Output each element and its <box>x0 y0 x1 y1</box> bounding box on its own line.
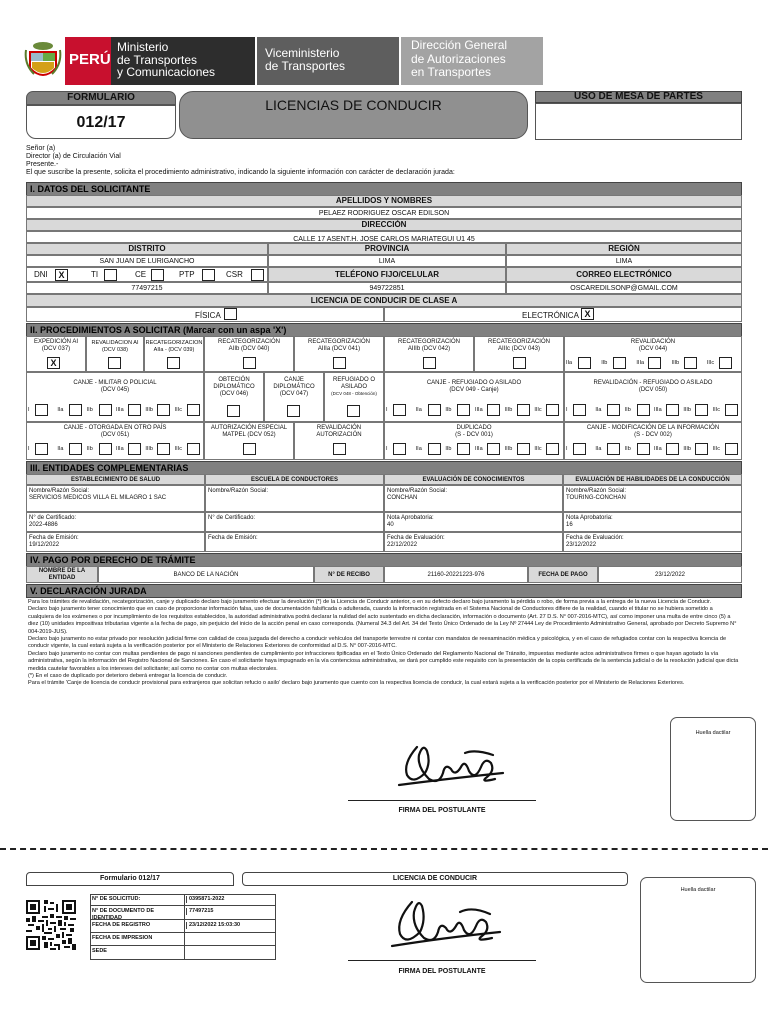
escuela-cert-label: N° de Certificado: <box>208 515 256 521</box>
proc-obtencion-label-2: DIPLOMÁTICO <box>213 384 255 390</box>
militar-cat-label-2: IIb <box>86 407 93 413</box>
proc-canje-dipl-checkbox[interactable] <box>287 405 300 417</box>
stub-row <box>90 920 276 933</box>
reval-ref-cat-label-5: IIIc <box>712 407 720 413</box>
distrito-label: DISTRITO <box>26 243 268 255</box>
stub-title: LICENCIA DE CONDUCIR <box>242 872 628 886</box>
reval-cat-checkbox-0[interactable] <box>578 357 591 369</box>
doc-type-csr-label: CSR <box>226 270 243 279</box>
cut-line <box>0 848 768 850</box>
coat-of-arms-icon <box>24 38 62 84</box>
conoc-nombre-label: Nombre/Razón Social: <box>387 488 448 494</box>
proc-obtencion-label-1: OBTECIÓN <box>218 377 250 383</box>
canje-ref-cat-label-3: IIIa <box>475 407 483 413</box>
doc-type-dni-label: DNI <box>34 270 48 279</box>
proc-refugiado-label-1: REFUGIADO O <box>332 377 375 383</box>
mod-cat-label-0: I <box>566 446 568 452</box>
otro-cat-label-3: IIIa <box>116 446 124 452</box>
pago-recibo-label: N° DE RECIBO <box>314 566 384 583</box>
form-title <box>179 91 528 139</box>
militar-cat-label-4: IIIb <box>145 407 153 413</box>
otro-cat-checkbox-3[interactable] <box>128 443 141 455</box>
proc-reval-refugiado-label: REVALIDACIÓN - REFUGIADO O ASILADO <box>593 380 713 386</box>
mod-cat-label-4: IIIb <box>683 446 691 452</box>
proc-canje-refugiado-code: (DCV 049 - Canje) <box>449 387 499 393</box>
proc-recat-aiiib-checkbox[interactable] <box>423 357 436 369</box>
dup-cat-checkbox-3[interactable] <box>487 443 500 455</box>
telefono-value: 949722851 <box>268 282 506 294</box>
dup-cat-checkbox-1[interactable] <box>428 443 441 455</box>
reval-ref-cat-checkbox-4[interactable] <box>695 404 708 416</box>
militar-cat-checkbox-5[interactable] <box>187 404 200 416</box>
proc-recat-aiia-label: RECATEGORIZACION <box>145 340 203 346</box>
dup-cat-label-1: IIa <box>415 446 422 452</box>
mesa-partes-label: USO DE MESA DE PARTES <box>535 91 742 103</box>
militar-cat-checkbox-2[interactable] <box>99 404 112 416</box>
mod-cat-checkbox-0[interactable] <box>573 443 586 455</box>
canje-ref-cat-label-0: I <box>386 407 388 413</box>
conoc-nota-label: Nota Aprobatoria: <box>387 515 434 521</box>
reval-ref-cat-checkbox-5[interactable] <box>725 404 738 416</box>
mod-cat-label-1: IIa <box>595 446 602 452</box>
direccion-label: DIRECCIÓN <box>26 219 742 231</box>
otro-cat-checkbox-5[interactable] <box>187 443 200 455</box>
salud-cert-label: N° de Certificado: <box>29 515 77 521</box>
dup-cat-checkbox-2[interactable] <box>457 443 470 455</box>
proc-revalidacion-label: REVALIDACIÓN <box>630 339 676 345</box>
doc-type-csr-checkbox[interactable] <box>251 269 264 281</box>
escuela-emision-label: Fecha de Emisión: <box>208 535 258 541</box>
otro-cat-checkbox-1[interactable] <box>69 443 82 455</box>
stub-row <box>90 946 276 959</box>
intro-director: Director (a) de Circulación Vial <box>26 153 121 160</box>
otro-cat-label-4: IIIb <box>145 446 153 452</box>
stub-row <box>90 894 276 906</box>
conoc-eval-value: 22/12/2022 <box>387 542 418 548</box>
canje-ref-cat-label-4: IIIb <box>504 407 513 413</box>
salud-emision-label: Fecha de Emisión: <box>29 535 79 541</box>
salud-cert-value: 2022-4886 <box>29 522 58 528</box>
proc-recat-aiiib-code: AIIIb (DCV 042) <box>407 346 451 352</box>
salud-nombre-label: Nombre/Razón Social: <box>29 488 90 494</box>
stub-row-label: N° DE DOCUMENTO DE IDENTIDAD <box>92 908 154 921</box>
declaracion-text <box>28 599 740 688</box>
stub-huella-box <box>640 877 756 983</box>
declaracion-p5: (*) En el caso de duplicado por deterioro deberá entregar la licencia de conducir. <box>28 673 228 680</box>
pago-fecha-value: 23/12/2022 <box>598 566 742 583</box>
region-value: LIMA <box>506 255 742 267</box>
canje-ref-cat-label-5: IIIc <box>534 407 542 413</box>
militar-cat-label-1: IIa <box>57 407 64 413</box>
militar-cat-checkbox-3[interactable] <box>128 404 141 416</box>
intro-salutation: Señor (a) <box>26 145 56 152</box>
proc-canje-militar-code: (DCV 045) <box>100 387 130 393</box>
proc-expedicion-ai-checkbox[interactable]: X <box>47 357 60 369</box>
section-2-title: II. PROCEDIMIENTOS A SOLICITAR (Marcar con un aspa 'X') <box>26 323 742 337</box>
huella-label: Huella dactilar <box>695 730 731 736</box>
militar-cat-checkbox-0[interactable] <box>35 404 48 416</box>
reval-cat-label-4: IIIc <box>706 360 715 366</box>
reval-ref-cat-checkbox-1[interactable] <box>607 404 620 416</box>
proc-refugiado-checkbox[interactable] <box>347 405 360 417</box>
stub-row-label: FECHA DE IMPRESION <box>92 935 153 941</box>
proc-canje-dipl-code: (DCV 047) <box>279 391 309 397</box>
otro-cat-label-2: IIb <box>86 446 93 452</box>
reval-ref-cat-label-0: I <box>566 407 568 413</box>
proc-canje-militar-label: CANJE - MILITAR O POLICIAL <box>73 380 157 386</box>
telefono-label: TELÉFONO FIJO/CELULAR <box>268 267 506 282</box>
region-label: REGIÓN <box>506 243 742 255</box>
habil-nombre-label: Nombre/Razón Social: <box>566 488 627 494</box>
dup-cat-label-0: I <box>386 446 388 452</box>
stub-row-value: 77497215 <box>186 908 213 915</box>
dup-cat-label-3: IIIa <box>475 446 483 452</box>
doc-type-ti-checkbox[interactable] <box>104 269 117 281</box>
declaracion-p1: Para los trámites de revalidación, recategorización, canje y duplicado declaro bajo juramento efectuar la devolución (*) de la Licencia de Conducir anterior, o en su defecto declaro bajo juramento la pérdida o robo, de forma previa a la entrega de la nueva Licencia de Conducir. <box>28 599 712 605</box>
qr-code <box>26 900 76 950</box>
declaracion-p6: Para el trámite 'Canje de licencia de conducir provisional para extranjeros que solicitan refucio o asilo' declaro bajo juramento que cuento con la respectiva licencia de conducir, la cual estará sujeta a la verificación posterior por el Ministerio de Relaciones Exteriores. <box>28 680 685 687</box>
doc-number-value: 77497215 <box>26 282 268 294</box>
col-salud-header: ESTABLECIMIENTO DE SALUD <box>26 474 205 485</box>
reval-cat-checkbox-4[interactable] <box>719 357 732 369</box>
otro-cat-checkbox-0[interactable] <box>35 443 48 455</box>
stub-firma-label: FIRMA DEL POSTULANTE <box>398 968 486 975</box>
ministry-line-3: y Comunicaciones <box>117 65 216 79</box>
proc-recat-aiiic-checkbox[interactable] <box>513 357 526 369</box>
proc-recat-aiiia-code: AIIIa (DCV 041) <box>317 346 361 352</box>
declaracion-p3: Declaro bajo juramento no estar privado por resolución judicial firme con calidad de cosa juzgada del derecho a conducir vehículos del transporte terrestre ni contar con mandatos de reexaminación médica y psicológica, y en el caso de refugiados contar con la respectiva licencia de conducir vigente, la cual estará sujeta a la verificación posterior por el Ministerio de Relaciones Exteriores de conformidad al D.S. N° 007-2016-MTC. <box>28 636 727 650</box>
proc-recat-aiib-checkbox[interactable] <box>243 357 256 369</box>
form-number: 012/17 <box>26 105 176 139</box>
reval-cat-checkbox-2[interactable] <box>648 357 661 369</box>
proc-recat-aiiib-label: RECATEGORIZACIÓN <box>398 339 460 345</box>
canje-ref-cat-checkbox-0[interactable] <box>393 404 406 416</box>
dup-cat-label-2: IIb <box>445 446 452 452</box>
conoc-nombre-value: CONCHAN <box>387 495 418 501</box>
proc-canje-mod-code: (S - DCV 002) <box>634 432 672 438</box>
form-label: FORMULARIO <box>26 91 176 105</box>
proc-recat-aiia-checkbox[interactable] <box>167 357 180 369</box>
habil-nota-value: 16 <box>566 522 573 528</box>
proc-aut-especial-code: MATPEL (DCV 052) <box>222 432 276 438</box>
reval-cat-checkbox-1[interactable] <box>613 357 626 369</box>
militar-cat-label-3: IIIa <box>116 407 124 413</box>
canje-ref-cat-checkbox-4[interactable] <box>517 404 530 416</box>
conoc-eval-label: Fecha de Evaluación: <box>387 535 445 541</box>
direction-line-2: de Autorizaciones <box>411 51 506 66</box>
reval-ref-cat-checkbox-0[interactable] <box>573 404 586 416</box>
proc-recat-aiiic-code: AIIIc (DCV 043) <box>497 346 540 352</box>
firma-line <box>348 800 536 801</box>
apellidos-value: PELAEZ RODRIGUEZ OSCAR EDILSON <box>26 207 742 219</box>
reval-ref-cat-checkbox-2[interactable] <box>637 404 650 416</box>
vice-line-2: de Transportes <box>265 59 346 73</box>
otro-cat-checkbox-4[interactable] <box>157 443 170 455</box>
provincia-value: LIMA <box>268 255 506 267</box>
proc-reval-aut-checkbox[interactable] <box>333 443 346 455</box>
firma-label: FIRMA DEL POSTULANTE <box>398 807 486 814</box>
doc-type-ce-checkbox[interactable] <box>151 269 164 281</box>
proc-recat-aiib-code: AIIb (DCV 040) <box>228 346 270 352</box>
proc-refugiado-label-2: ASILADO <box>340 384 367 390</box>
proc-refugiado-code: (DCV 048 - Obtención) <box>331 391 377 396</box>
doc-type-ptp-label: PTP <box>179 270 195 279</box>
proc-duplicado-code: (S - DCV 001) <box>455 432 493 438</box>
proc-expedicion-ai-code: (DCV 037) <box>41 346 71 352</box>
militar-cat-checkbox-4[interactable] <box>157 404 170 416</box>
doc-type-dni-checkbox[interactable]: X <box>55 269 68 281</box>
reval-ref-cat-label-4: IIIb <box>683 407 691 413</box>
proc-canje-dipl-label-1: CANJE <box>284 377 304 383</box>
mod-cat-checkbox-3[interactable] <box>666 443 679 455</box>
proc-aut-especial-label: AUTORIZACIÓN ESPECIAL <box>210 425 288 431</box>
licencia-fisica-checkbox[interactable] <box>224 308 237 320</box>
proc-canje-dipl-label-2: DIPLOMÁTICO <box>273 384 315 390</box>
reval-ref-cat-label-1: IIa <box>595 407 602 413</box>
section-3-title: III. ENTIDADES COMPLEMENTARIAS <box>26 461 742 475</box>
reval-ref-cat-checkbox-3[interactable] <box>666 404 679 416</box>
militar-cat-label-0: I <box>28 407 30 413</box>
proc-aut-especial-checkbox[interactable] <box>243 443 256 455</box>
correo-label: CORREO ELECTRÓNICO <box>506 267 742 282</box>
doc-type-ptp-checkbox[interactable] <box>202 269 215 281</box>
proc-reval-refugiado-code: (DCV 050) <box>638 387 668 393</box>
canje-ref-cat-label-2: IIb <box>445 407 452 413</box>
otro-cat-checkbox-2[interactable] <box>99 443 112 455</box>
proc-recat-aiia-code: AIIa - (DCV 039) <box>153 346 195 353</box>
doc-type-ce-label: CE <box>135 270 147 279</box>
stub-row-label: SEDE <box>92 948 107 954</box>
licencia-clase-label: LICENCIA DE CONDUCIR DE CLASE A <box>26 294 742 307</box>
proc-obtencion-checkbox[interactable] <box>227 405 240 417</box>
proc-duplicado-label: DUPLICADO <box>456 425 492 431</box>
huella-box <box>670 717 756 821</box>
stub-form-label: Formulario 012/17 <box>26 872 234 886</box>
escuela-nombre-label: Nombre/Razón Social: <box>208 488 269 494</box>
col-habilidades-header: EVALUACIÓN DE HABILIDADES DE LA CONDUCCIÓN <box>563 474 742 485</box>
proc-revalidacion-ai-code: (DCV 038) <box>102 346 128 353</box>
canje-ref-cat-checkbox-2[interactable] <box>457 404 470 416</box>
dup-cat-checkbox-0[interactable] <box>393 443 406 455</box>
dup-cat-checkbox-5[interactable] <box>546 443 559 455</box>
proc-recat-aiiic-label: RECATEGORIZACIÓN <box>488 339 550 345</box>
declaracion-p4: Declaro bajo juramento no contar con multas pendientes de pago ni sanciones pendientes de cumplimiento por infracciones tipificadas en el Texto Único Ordenado del Reglamento Nacional de Tránsito, impuestas mediante actos administrativos firmes o que hayan agotado la vía administrativa, según la información del Registro Nacional de Sanciones. En caso el solicitante haya impugnado en la vía contenciosa administrativa, se dará por cumplido este requisito con la presentación de la copia certificada de la sentencia judicial o de la resolución judicial que dicta medida cautelar favorables a los intereses del solicitante; así como no contar con multas electorales. <box>28 650 739 672</box>
signature-main <box>395 733 515 795</box>
country-label: PERÚ <box>69 51 111 68</box>
militar-cat-label-5: IIIc <box>174 407 182 413</box>
stub-row-label: FECHA DE REGISTRO <box>92 922 151 928</box>
conoc-nota-value: 40 <box>387 522 394 528</box>
mod-cat-checkbox-2[interactable] <box>637 443 650 455</box>
ministry-line-1: Ministerio <box>117 40 169 54</box>
mod-cat-checkbox-4[interactable] <box>695 443 708 455</box>
licencia-electronica-checkbox[interactable]: X <box>581 308 594 320</box>
reval-cat-label-0: IIa <box>566 360 573 366</box>
proc-recat-aiiia-checkbox[interactable] <box>333 357 346 369</box>
provincia-label: PROVINCIA <box>268 243 506 255</box>
proc-revalidacion-ai-label: REVALIDACION AI <box>91 340 139 346</box>
dup-cat-checkbox-4[interactable] <box>517 443 530 455</box>
proc-canje-refugiado-label: CANJE - REFUGIADO O ASILADO <box>426 380 522 386</box>
habil-eval-value: 23/12/2022 <box>566 542 597 548</box>
canje-ref-cat-checkbox-3[interactable] <box>487 404 500 416</box>
salud-nombre-value: SERVICIOS MEDICOS VILLA EL MILAGRO 1 SAC <box>29 495 167 501</box>
proc-obtencion-code: (DCV 046) <box>219 391 249 397</box>
proc-expedicion-ai-label: EXPEDICIÓN AI <box>33 339 78 345</box>
stub-row-value: 23/12/2022 15:03:30 <box>186 922 240 929</box>
declaracion-p2: Declaro bajo juramento tener conocimiento que en caso de proporcionar información falsa, uso de documentación falsificada o adulterada, cuando la información registrada en el Sistema Nacional de Conductores difiere de la realidad, cuando el titular no se hubiera sometido a cualquiera de los exámenes o por incumplimiento de los requisitos establecidos, la autoridad administrativa podrá declarar la nulidad del acto sustentado en dicha declaración, información o documento (Art. 27 D.S. N° 007-2016-MTC), así como imponer una multa de entre cinco (5) a diez (10) unidades impositivas tributarias vigente a la fecha de pago, sin perjuicio del inicio de la acción penal en caso corresponda. (Numeral 34.3 del Art. 34 del Texto Único Ordenado de la Ley Nº 27444 Ley de Procedimiento Administrativo General, aprobado por Decreto Supremo N° 004-2019-JUS). <box>28 606 737 635</box>
form-title-text: LICENCIAS DE CONDUCIR <box>265 97 442 113</box>
reval-cat-label-2: IIIa <box>636 360 645 366</box>
section-5-title: V. DECLARACIÓN JURADA <box>26 584 742 598</box>
mod-cat-label-5: IIIc <box>712 446 720 452</box>
intro-presente: Presente.- <box>26 161 59 168</box>
stub-row <box>90 933 276 946</box>
proc-revalidacion-ai-checkbox[interactable] <box>108 357 121 369</box>
correo-value: OSCAREDILSONP@GMAIL.COM <box>506 282 742 294</box>
intro-statement: El que suscribe la presente, solicita el procedimiento administrativo, indicando la siguiente información con carácter de declaración jurada: <box>26 169 455 176</box>
stub-row <box>90 906 276 920</box>
proc-canje-otro-label: CANJE - OTORGADA EN OTRO PAÍS <box>63 425 167 431</box>
reval-ref-cat-label-2: IIb <box>624 407 631 413</box>
mod-cat-checkbox-5[interactable] <box>725 443 738 455</box>
habil-nota-label: Nota Aprobatoria: <box>566 515 613 521</box>
otro-cat-label-5: IIIc <box>174 446 182 452</box>
stub-huella-label: Huella dactilar <box>680 887 716 893</box>
direccion-value: CALLE 17 ASENT.H. JOSE CARLOS MARIATEGUI U1 45 <box>26 231 742 243</box>
habil-nombre-value: TOURING-CONCHAN <box>566 495 626 501</box>
stub-row-value: 0395871-2022 <box>186 896 224 903</box>
canje-ref-cat-label-1: IIa <box>415 407 422 413</box>
reval-cat-checkbox-3[interactable] <box>684 357 697 369</box>
canje-ref-cat-checkbox-5[interactable] <box>546 404 559 416</box>
otro-cat-label-0: I <box>28 446 30 452</box>
proc-reval-aut-label-1: REVALIDACIÓN <box>316 425 362 431</box>
reval-cat-label-1: IIb <box>601 360 608 366</box>
pago-entidad-label: NOMBRE DE LA ENTIDAD <box>26 566 98 583</box>
proc-recat-aiib-label: RECATEGORIZACIÓN <box>218 339 280 345</box>
licencia-electronica-label: ELECTRÓNICA <box>522 311 579 320</box>
pago-recibo-value: 21160-20221223-976 <box>384 566 528 583</box>
section-1-title: I. DATOS DEL SOLICITANTE <box>26 182 742 196</box>
apellidos-label: APELLIDOS Y NOMBRES <box>26 195 742 207</box>
doc-type-ti-label: TI <box>91 270 99 279</box>
proc-reval-aut-label-2: AUTORIZACIÓN <box>316 432 362 438</box>
col-conocimientos-header: EVALUACIÓN DE CONOCIMIENTOS <box>384 474 563 485</box>
col-escuela-header: ESCUELA DE CONDUCTORES <box>205 474 384 485</box>
mod-cat-label-3: IIIa <box>654 446 662 452</box>
proc-recat-aiiia-label: RECATEGORIZACIÓN <box>308 339 370 345</box>
proc-canje-mod-label: CANJE - MODIFICACIÓN DE LA INFORMACIÓN <box>586 425 720 431</box>
licencia-fisica-label: FÍSICA <box>195 311 221 320</box>
dup-cat-label-4: IIIb <box>504 446 513 452</box>
mod-cat-label-2: IIb <box>624 446 631 452</box>
ministry-line-2: de Transportes <box>117 52 198 67</box>
mod-cat-checkbox-1[interactable] <box>607 443 620 455</box>
canje-ref-cat-checkbox-1[interactable] <box>428 404 441 416</box>
reval-cat-label-3: IIIb <box>671 360 680 366</box>
stub-firma-line <box>348 960 536 961</box>
mesa-partes-box <box>535 103 742 140</box>
pago-fecha-label: FECHA DE PAGO <box>528 566 598 583</box>
otro-cat-label-1: IIa <box>57 446 64 452</box>
stub-row-label: N° DE SOLICITUD: <box>92 896 141 902</box>
proc-revalidacion-code: (DCV 044) <box>638 346 668 352</box>
section-4-title: IV. PAGO POR DERECHO DE TRÁMITE <box>26 553 742 567</box>
pago-entidad-value: BANCO DE LA NACIÓN <box>98 566 314 583</box>
proc-canje-otro-code: (DCV 051) <box>100 432 130 438</box>
signature-stub <box>388 888 512 956</box>
dup-cat-label-5: IIIc <box>534 446 542 452</box>
reval-ref-cat-label-3: IIIa <box>654 407 662 413</box>
distrito-value: SAN JUAN DE LURIGANCHO <box>26 255 268 267</box>
militar-cat-checkbox-1[interactable] <box>69 404 82 416</box>
habil-eval-label: Fecha de Evaluación: <box>566 535 624 541</box>
vice-line-1: Viceministerio <box>265 46 340 60</box>
direction-line-1: Dirección General <box>411 38 508 52</box>
salud-emision-value: 19/12/2022 <box>29 542 60 548</box>
direction-line-3: en Transportes <box>411 65 492 79</box>
